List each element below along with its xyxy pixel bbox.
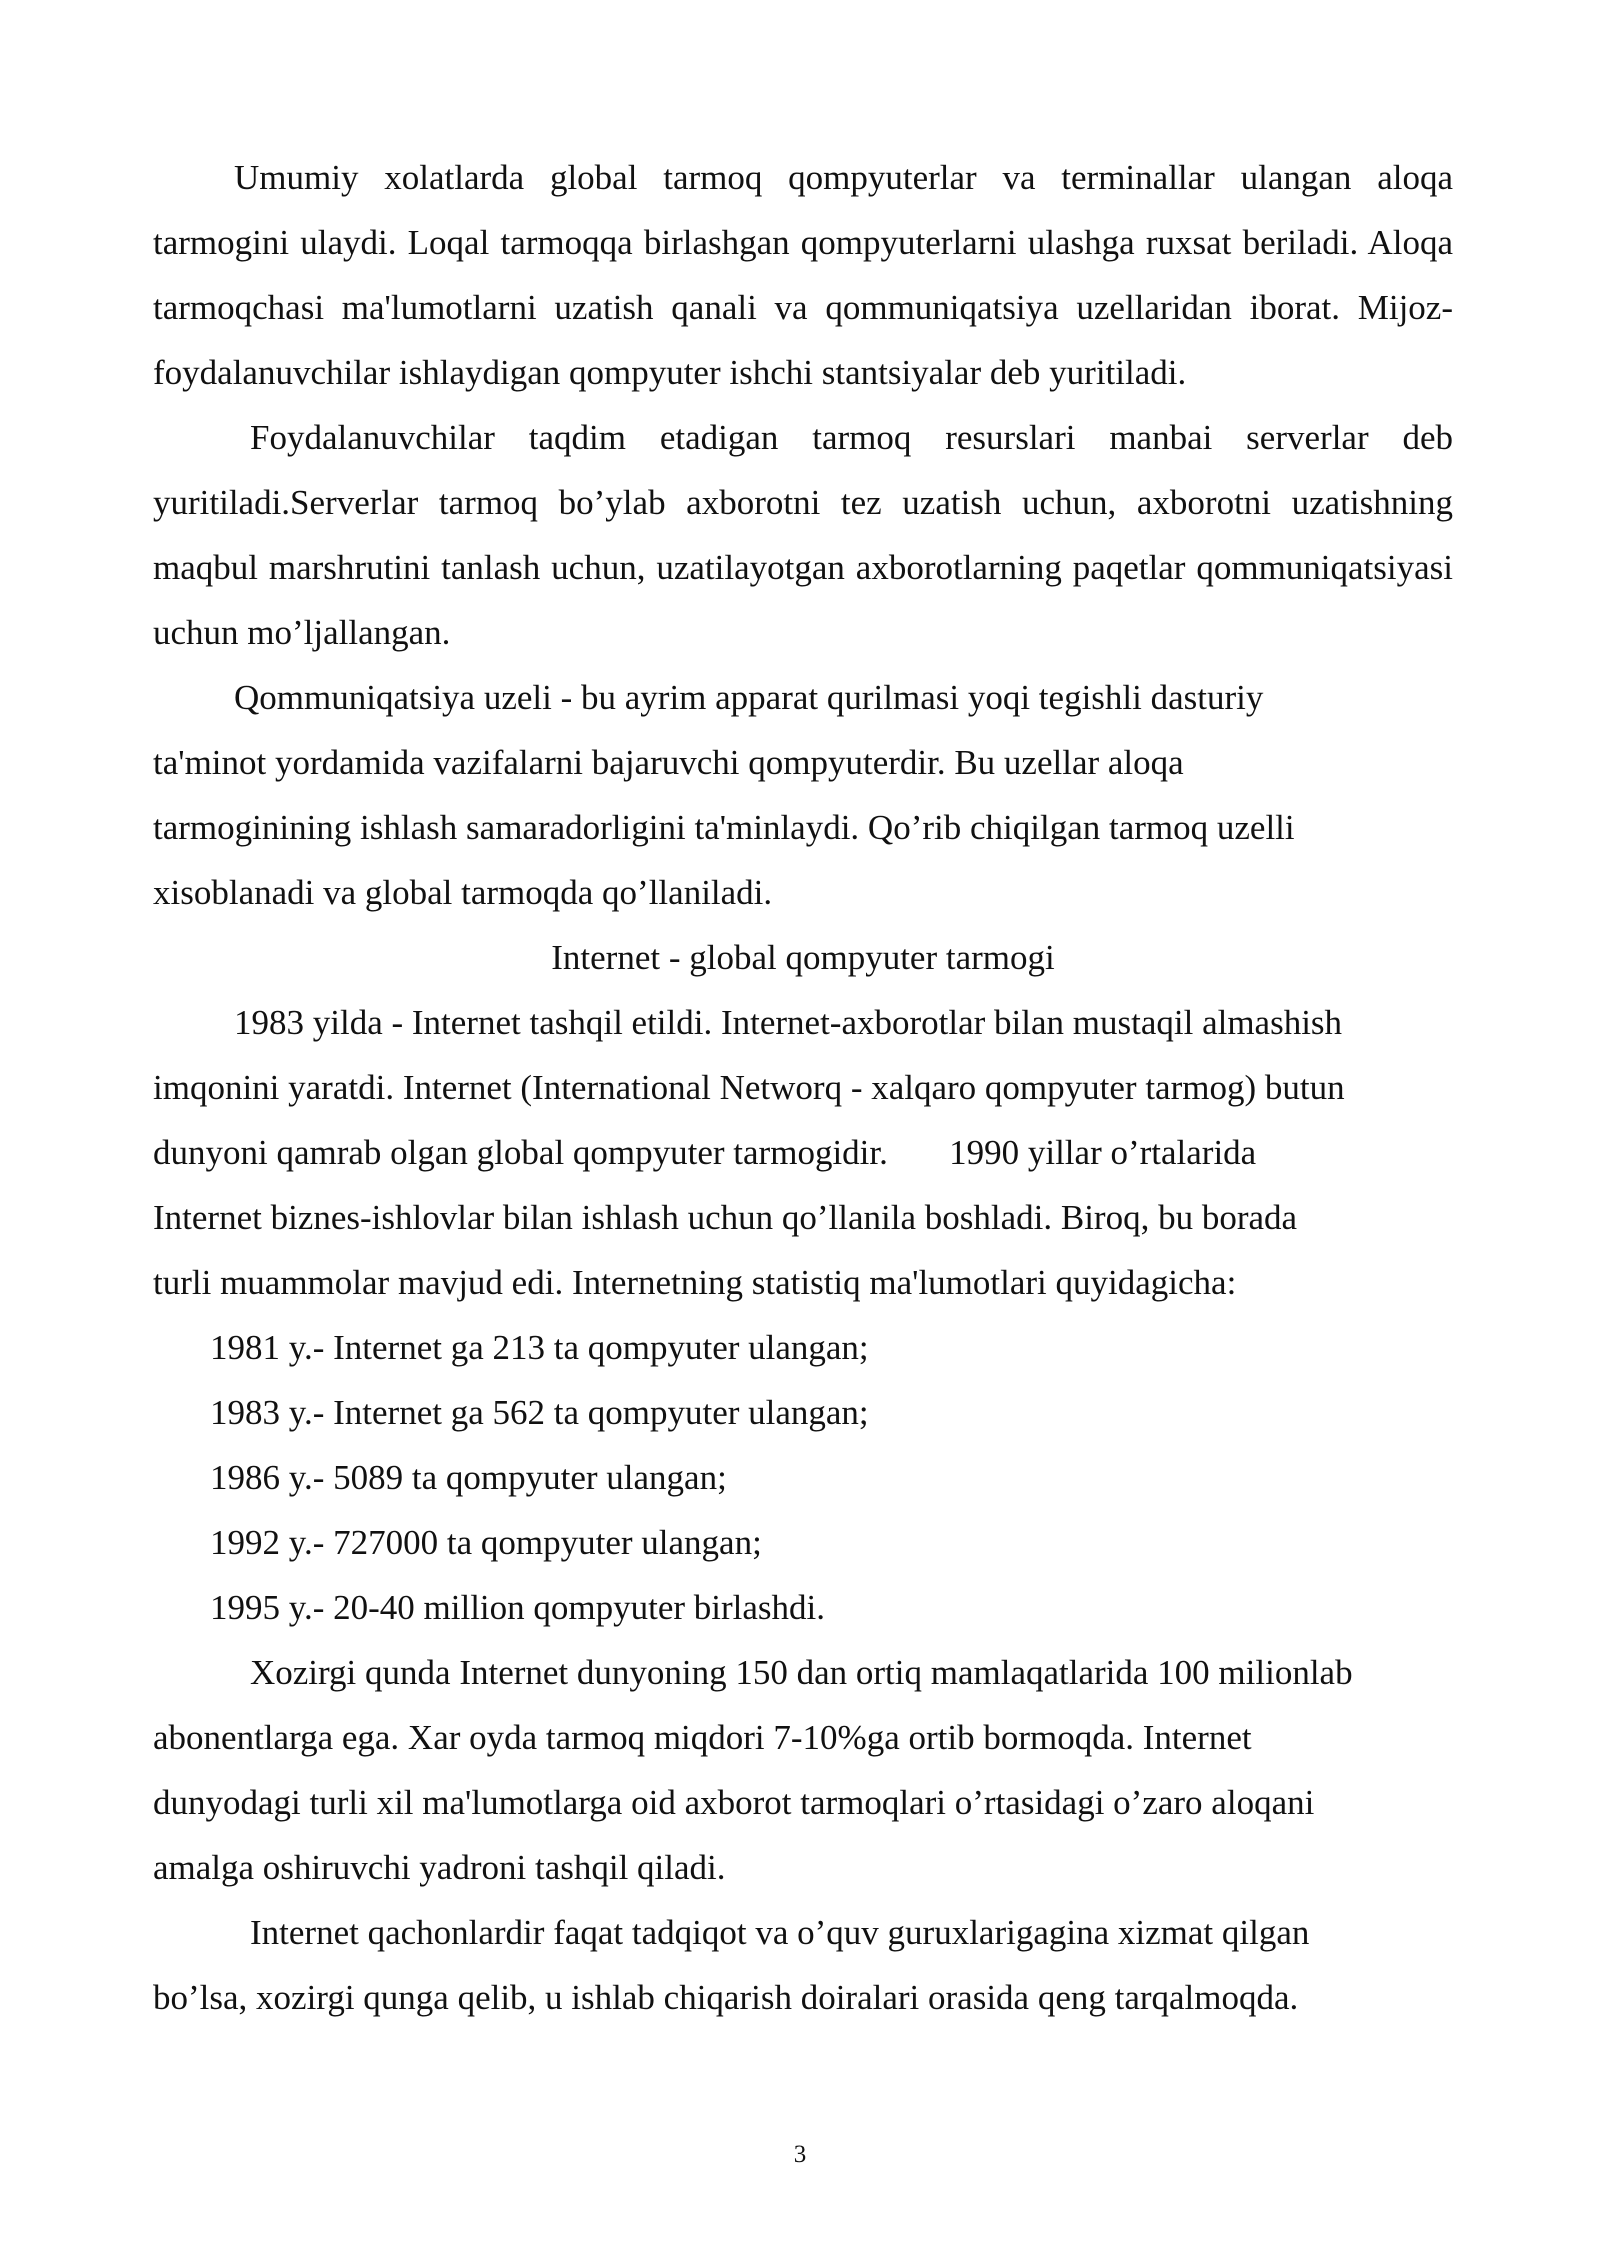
section-heading: Internet - global qompyuter tarmogi bbox=[551, 938, 1055, 977]
text-line: Internet qachonlardir faqat tadqiqot va o’quv guruxlarigagina xizmat qilgan bbox=[250, 1913, 1310, 1952]
page-number: 3 bbox=[793, 2141, 807, 2168]
paragraph-internet-today bbox=[153, 1640, 1453, 1900]
text-line: dunyoni qamrab olgan global qompyuter tarmogidir. 1990 yillar o’rtalarida bbox=[153, 1133, 1257, 1172]
list-item: 1981 y.- Internet ga 213 ta qompyuter ulangan; bbox=[210, 1328, 869, 1367]
list-item: 1983 y.- Internet ga 562 ta qompyuter ulangan; bbox=[210, 1393, 869, 1432]
statistics-list bbox=[153, 1315, 1453, 1640]
text-line: tarmoginining ishlash samaradorligini ta'minlaydi. Qo’rib chiqilgan tarmoq uzelli bbox=[153, 808, 1295, 847]
text-line: 1983 yilda - Internet tashqil etildi. Internet-axborotlar bilan mustaqil almashish bbox=[234, 1003, 1343, 1042]
text-line: imqonini yaratdi. Internet (International Networq - xalqaro qompyuter tarmog) butun bbox=[153, 1068, 1345, 1107]
text-line: ta'minot yordamida vazifalarni bajaruvchi qompyuterdir. Bu uzellar aloqa bbox=[153, 743, 1184, 782]
paragraph-internet-usage bbox=[153, 1900, 1453, 2030]
text-line: Qommuniqatsiya uzeli - bu ayrim apparat qurilmasi yoqi tegishli dasturiy bbox=[234, 678, 1264, 717]
text-line: abonentlarga ega. Xar oyda tarmoq miqdori 7-10%ga ortib bormoqda. Internet bbox=[153, 1718, 1252, 1757]
paragraph-communication-node bbox=[153, 665, 1453, 925]
text-line: turli muammolar mavjud edi. Internetning statistiq ma'lumotlari quyidagicha: bbox=[153, 1263, 1237, 1302]
paragraph-internet-history bbox=[153, 990, 1453, 1315]
paragraph-servers: Foydalanuvchilar taqdim etadigan tarmoq resurslari manbai serverlar deb yuritiladi.Serverlar tarmoq bo’ylab axborotni tez uzatish uchun, axborotni uzatishning maqbul marshrutini tanlash uchun, uzatilayotgan axborotlarning paqetlar qommuniqatsiyasi uchun mo’ljallangan. bbox=[153, 418, 1453, 652]
text-line: Xozirgi qunda Internet dunyoning 150 dan ortiq mamlaqatlarida 100 milionlab bbox=[250, 1653, 1353, 1692]
text-line: Internet biznes-ishlovlar bilan ishlash uchun qo’llanila boshladi. Biroq, bu borada bbox=[153, 1198, 1298, 1237]
document-body bbox=[153, 145, 1453, 2030]
text-line: dunyodagi turli xil ma'lumotlarga oid axborot tarmoqlari o’rtasidagi o’zaro aloqani bbox=[153, 1783, 1315, 1822]
list-item: 1995 y.- 20-40 million qompyuter birlashdi. bbox=[210, 1588, 826, 1627]
paragraph-global-network: Umumiy xolatlarda global tarmoq qompyuterlar va terminallar ulangan aloqa tarmogini ulaydi. Loqal tarmoqqa birlashgan qompyuterlarni ulashga ruxsat beriladi. Aloqa tarmoqchasi ma'lumotlarni uzatish qanali va qommuniqatsiya uzellaridan iborat. Mijoz-foydalanuvchilar ishlaydigan qompyuter ishchi stantsiyalar deb yuritiladi. bbox=[153, 158, 1453, 392]
list-item: 1986 y.- 5089 ta qompyuter ulangan; bbox=[210, 1458, 727, 1497]
list-item: 1992 y.- 727000 ta qompyuter ulangan; bbox=[210, 1523, 762, 1562]
text-line: amalga oshiruvchi yadroni tashqil qiladi. bbox=[153, 1848, 726, 1887]
text-line: bo’lsa, xozirgi qunga qelib, u ishlab chiqarish doiralari orasida qeng tarqalmoqda. bbox=[153, 1978, 1299, 2017]
text-line: xisoblanadi va global tarmoqda qo’llaniladi. bbox=[153, 873, 773, 912]
